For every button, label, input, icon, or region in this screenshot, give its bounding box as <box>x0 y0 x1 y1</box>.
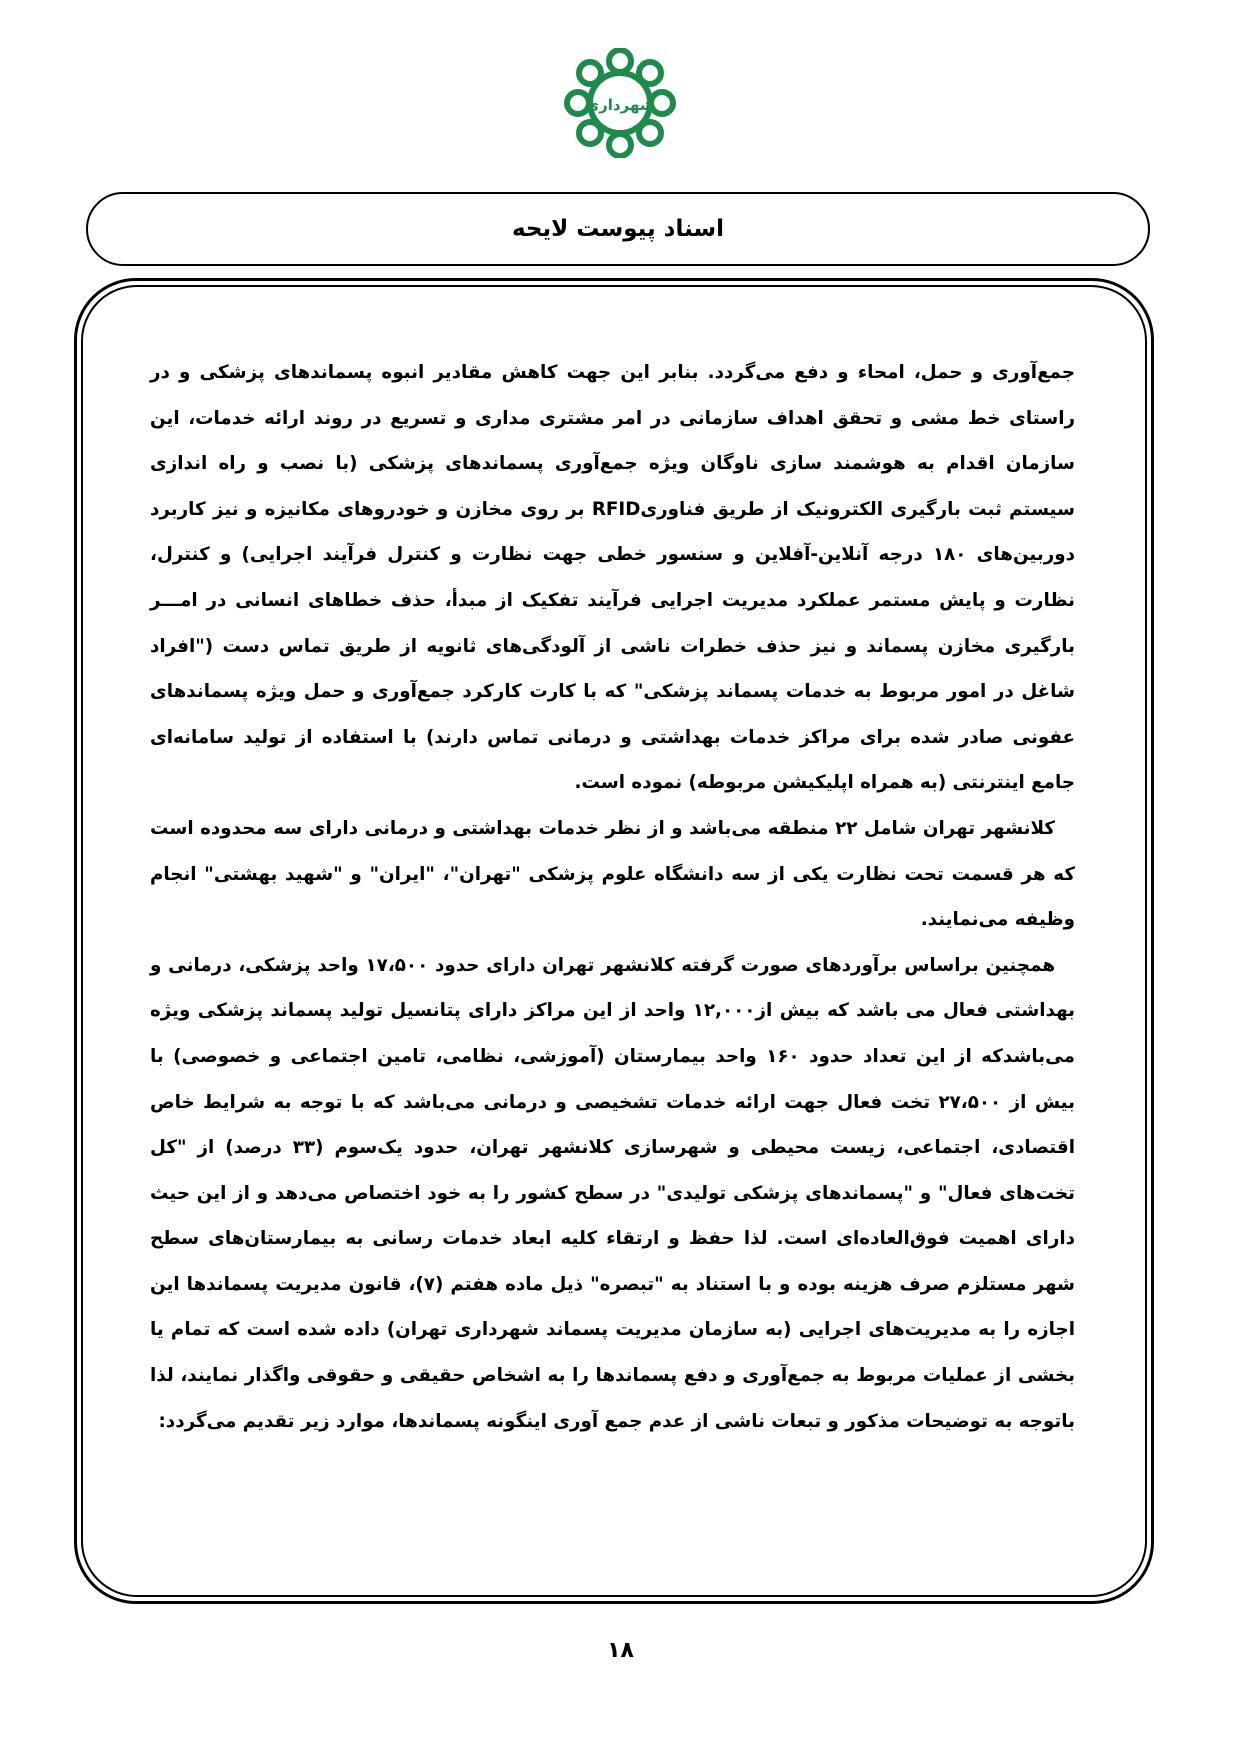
body-text <box>150 350 1075 1444</box>
tehran-municipality-logo-icon <box>555 48 685 158</box>
document-header-banner <box>86 192 1150 266</box>
document-title: اسناد پیوست لایحه <box>511 216 725 242</box>
paragraph-3: همچنین براساس برآوردهای صورت گرفته کلانشهر تهران دارای حدود ۱۷،۵۰۰ واحد پزشکی، درمانی و بهداشتی فعال می باشد که بیش از۱۲,۰۰۰ واحد از این مراکز دارای پتانسیل تولید پسماند پزشکی ویژه می‌باشدکه از این تعداد حدود ۱۶۰ واحد بیمارستان (آموزشی، نظامی، تامین اجتماعی و خصوصی) با بیش از ۲۷،۵۰۰ تخت فعال جهت ارائه خدمات تشخیصی و درمانی می‌باشد که با توجه به شرایط خاص اقتصادی، اجتماعی، زیست محیطی و شهرسازی کلانشهر تهران، حدود یک‌سوم (۳۳ درصد) از "کل تخت‌های فعال" و "پسماندهای پزشکی تولیدی" در سطح کشور را به خود اختصاص می‌دهد و از این حیث دارای اهمیت فوق‌العاده‌ای است. لذا حفظ و ارتقاء کلیه ابعاد خدمات رسانی به بیمارستان‌های سطح شهر مستلزم صرف هزینه بوده و با استناد به "تبصره" ذیل ماده هفتم (۷)، قانون مدیریت پسماندها این اجازه را به مدیریت‌های اجرایی (به سازمان مدیریت پسماند شهرداری تهران) داده شده است که تمام یا بخشی از عملیات مربوط به جمع‌آوری و دفع پسماندها را به اشخاص حقیقی و حقوقی واگذار نمایند، لذا باتوجه به توضیحات مذکور و تبعات ناشی از عدم جمع آوری اینگونه پسماندها، موارد زیر تقدیم می‌گردد: <box>150 954 1076 1432</box>
page-number: ۱۸ <box>607 1638 634 1663</box>
svg-text:شهرداری: شهرداری <box>585 96 655 114</box>
paragraph-1: جمع‌آوری و حمل، امحاء و دفع می‌گردد. بنابر این جهت کاهش مقادیر انبوه پسماندهای پزشکی و در راستای خط مشی و تحقق اهداف سازمانی در امر مشتری مداری و تسریع در روند ارائه خدمات، این سازمان اقدام به هوشمند سازی ناوگان ویژه جمع‌آوری پسماندهای پزشکی (با نصب و راه اندازی سیستم ثبت بارگیری الکترونیک از طریق فناوریRFID بر روی مخازن و خودروهای مکانیزه و نیز کاربرد دوربین‌های ۱۸۰ درجه آنلاین-آفلاین و سنسور خطی جهت نظارت و کنترل فرآیند اجرایی) و کنترل، نظارت و پایش مستمر عملکرد مدیریت اجرایی فرآیند تفکیک از مبدأ، حذف خطاهای انسانی در امـــر بارگیری مخازن پسماند و نیز حذف خطرات ناشی از آلودگی‌های ثانویه از طریق تماس دست ("افراد شاغل در امور مربوط به خدمات پسماند پزشکی" که با کارت کارکرد جمع‌آوری و حمل ویژه پسماندهای عفونی صادر شده برای مراکز خدمات بهداشتی و درمانی تماس دارند) با استفاده از تولید سامانه‌ای جامع اینترنتی (به همراه اپلیکیشن مربوطه) نموده است. <box>150 362 1075 794</box>
paragraph-2: کلانشهر تهران شامل ۲۲ منطقه می‌باشد و از نظر خدمات بهداشتی و درمانی دارای سه محدوده است که هر قسمت تحت نظارت یکی از سه دانشگاه علوم پزشکی "تهران"، "ایران" و "شهید بهشتی" انجام وظیفه می‌نمایند. <box>150 817 1075 931</box>
